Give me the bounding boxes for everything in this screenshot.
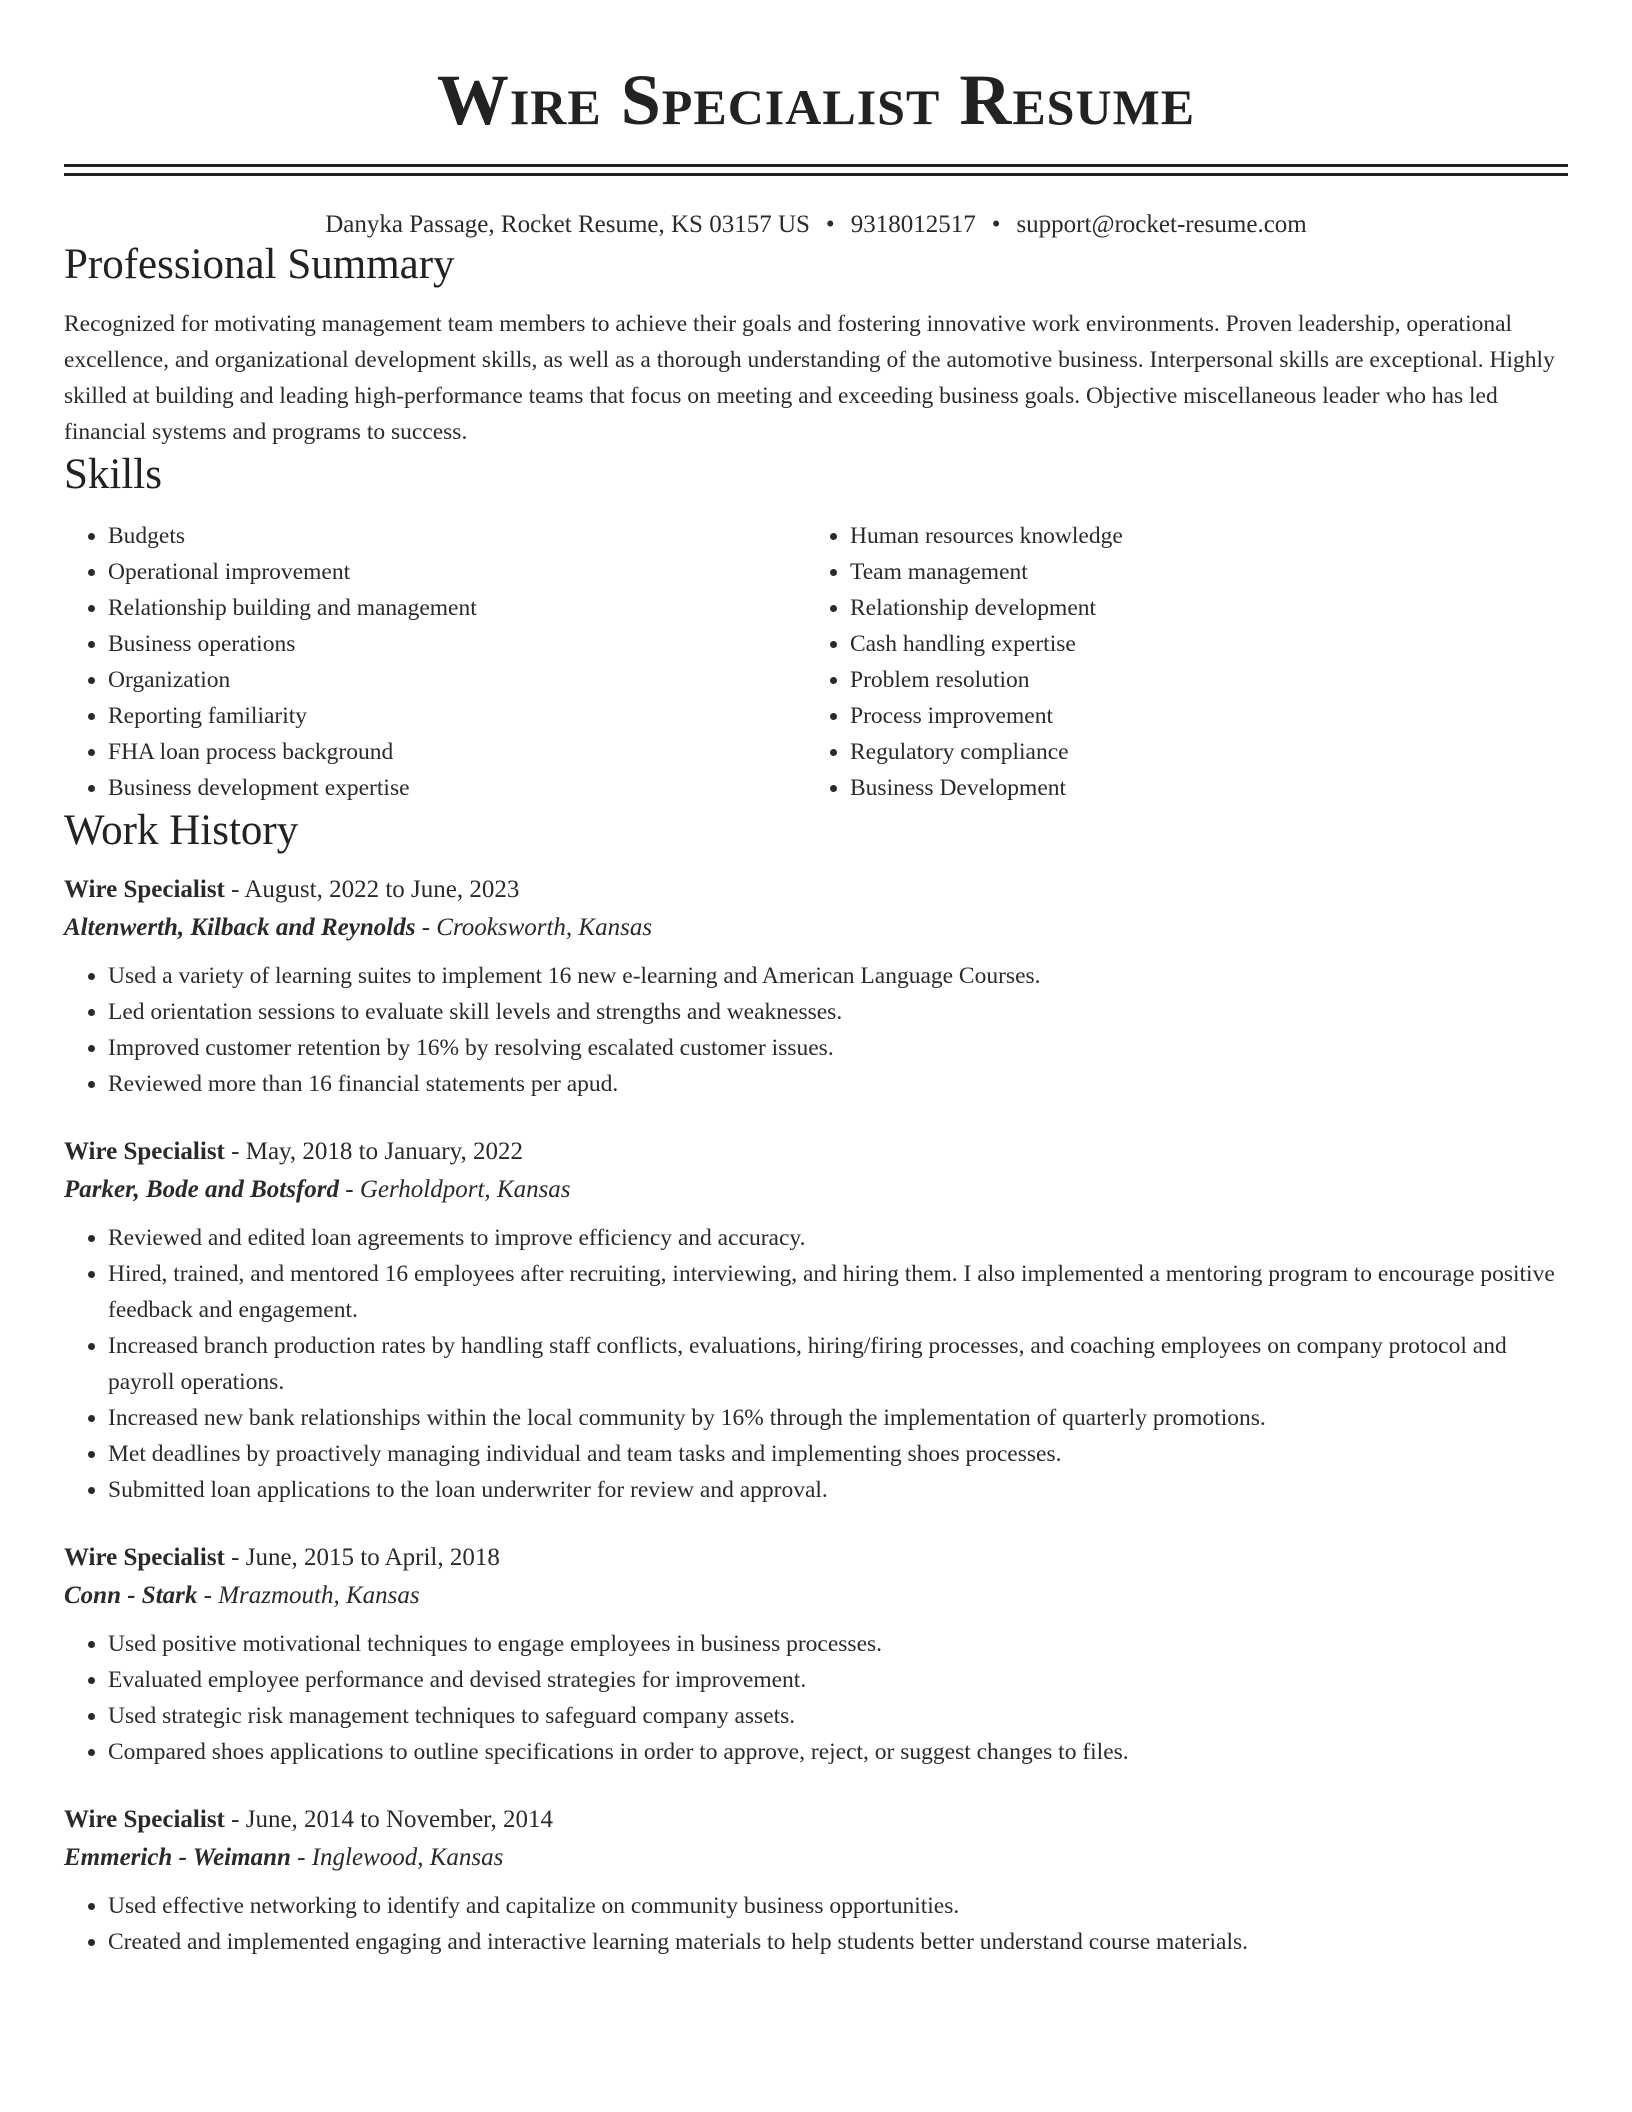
skill-item: • Problem resolution bbox=[850, 662, 1548, 698]
skill-item: • Relationship building and management bbox=[108, 590, 806, 626]
skill-item: • Human resources knowledge bbox=[850, 518, 1548, 554]
resume-page bbox=[64, 0, 1568, 1960]
job-title-line bbox=[64, 1134, 1568, 1170]
job-entry bbox=[64, 872, 1568, 1102]
job-company: Altenwerth, Kilback and Reynolds bbox=[64, 914, 416, 941]
title-double-rule bbox=[64, 164, 1568, 176]
job-bullets bbox=[64, 1626, 1568, 1770]
job-bullet: • Created and implemented engaging and interactive learning materials to help students better understand course materials. bbox=[108, 1924, 1568, 1960]
job-bullet: • Used strategic risk management techniques to safeguard company assets. bbox=[108, 1698, 1568, 1734]
job-title-line bbox=[64, 1802, 1568, 1838]
job-company: Parker, Bode and Botsford bbox=[64, 1176, 340, 1203]
skill-item: • Process improvement bbox=[850, 698, 1548, 734]
job-entry bbox=[64, 1802, 1568, 1960]
job-dates: - May, 2018 to January, 2022 bbox=[224, 1138, 523, 1165]
skill-item: • Reporting familiarity bbox=[108, 698, 806, 734]
job-bullet: • Submitted loan applications to the loan underwriter for review and approval. bbox=[108, 1472, 1568, 1508]
job-bullet: • Used positive motivational techniques to engage employees in business processes. bbox=[108, 1626, 1568, 1662]
job-company: Emmerich - Weimann bbox=[64, 1844, 291, 1871]
job-company-line bbox=[64, 908, 1568, 948]
page-title: Wire Specialist Resume bbox=[436, 60, 1196, 140]
summary-heading: Professional Summary bbox=[64, 241, 455, 288]
contact-line bbox=[64, 210, 1568, 240]
job-title: Wire Specialist bbox=[64, 1806, 225, 1833]
job-bullet: • Used a variety of learning suites to implement 16 new e-learning and American Language Courses. bbox=[108, 958, 1568, 994]
job-company: Conn - Stark bbox=[64, 1582, 198, 1609]
job-bullet: • Compared shoes applications to outline specifications in order to approve, reject, or suggest changes to files. bbox=[108, 1734, 1568, 1770]
job-bullet: • Evaluated employee performance and devised strategies for improvement. bbox=[108, 1662, 1568, 1698]
job-entry bbox=[64, 1134, 1568, 1508]
skill-item: • Relationship development bbox=[850, 590, 1548, 626]
contact-email: support@rocket-resume.com bbox=[1016, 211, 1307, 238]
job-bullet: • Used effective networking to identify and capitalize on community business opportunities. bbox=[108, 1888, 1568, 1924]
job-bullet: • Improved customer retention by 16% by resolving escalated customer issues. bbox=[108, 1030, 1568, 1066]
job-bullet: • Led orientation sessions to evaluate skill levels and strengths and weaknesses. bbox=[108, 994, 1568, 1030]
skill-item: • Regulatory compliance bbox=[850, 734, 1548, 770]
skill-item: • Business development expertise bbox=[108, 770, 806, 806]
contact-address: Danyka Passage, Rocket Resume, KS 03157 US bbox=[325, 211, 810, 238]
job-location: - Crooksworth, Kansas bbox=[415, 914, 653, 941]
job-title: Wire Specialist bbox=[64, 876, 225, 903]
job-bullets bbox=[64, 958, 1568, 1102]
job-title: Wire Specialist bbox=[64, 1138, 225, 1165]
summary-text: Recognized for motivating management team members to achieve their goals and fostering innovative work environments. Proven leadership, operational excellence, and organizational development skills, as well as a thorough understanding of the automotive business. Interpersonal skills are exceptional. Highly skilled at building and leading high-performance teams that focus on meeting and exceeding business goals. Objective miscellaneous leader who has led financial systems and programs to success. bbox=[64, 311, 1555, 445]
skill-item: • Team management bbox=[850, 554, 1548, 590]
contact-separator: • bbox=[825, 211, 835, 238]
job-bullet: • Increased new bank relationships within the local community by 16% through the implementation of quarterly promotions. bbox=[108, 1400, 1568, 1436]
job-bullet: • Hired, trained, and mentored 16 employees after recruiting, interviewing, and hiring them. I also implemented a mentoring program to encourage positive feedback and engagement. bbox=[108, 1256, 1568, 1328]
job-bullets bbox=[64, 1888, 1568, 1960]
job-company-line bbox=[64, 1576, 1568, 1616]
job-bullet: • Increased branch production rates by handling staff conflicts, evaluations, hiring/firing processes, and coaching employees on company protocol and payroll operations. bbox=[108, 1328, 1568, 1400]
skill-item: • Cash handling expertise bbox=[850, 626, 1548, 662]
skill-item: • FHA loan process background bbox=[108, 734, 806, 770]
job-bullet: • Reviewed and edited loan agreements to improve efficiency and accuracy. bbox=[108, 1220, 1568, 1256]
skills-list-left bbox=[64, 518, 806, 806]
job-dates: - June, 2015 to April, 2018 bbox=[224, 1544, 500, 1571]
work-history-list bbox=[64, 872, 1568, 1960]
job-title-line bbox=[64, 1540, 1568, 1576]
skills-heading: Skills bbox=[64, 451, 162, 498]
job-bullet: • Met deadlines by proactively managing individual and team tasks and implementing shoes processes. bbox=[108, 1436, 1568, 1472]
job-location: - Inglewood, Kansas bbox=[290, 1844, 504, 1871]
job-dates: - August, 2022 to June, 2023 bbox=[224, 876, 520, 903]
job-bullet: • Reviewed more than 16 financial statements per apud. bbox=[108, 1066, 1568, 1102]
job-title-line bbox=[64, 872, 1568, 908]
skills-columns bbox=[64, 518, 1568, 806]
contact-separator: • bbox=[991, 211, 1001, 238]
job-bullets bbox=[64, 1220, 1568, 1508]
skills-list-right bbox=[806, 518, 1548, 806]
job-location: - Mrazmouth, Kansas bbox=[197, 1582, 420, 1609]
job-location: - Gerholdport, Kansas bbox=[339, 1176, 571, 1203]
job-company-line bbox=[64, 1838, 1568, 1878]
skill-item: • Business operations bbox=[108, 626, 806, 662]
skill-item: • Operational improvement bbox=[108, 554, 806, 590]
skill-item: • Organization bbox=[108, 662, 806, 698]
contact-phone: 9318012517 bbox=[850, 211, 976, 238]
skill-item: • Budgets bbox=[108, 518, 806, 554]
job-company-line bbox=[64, 1170, 1568, 1210]
job-title: Wire Specialist bbox=[64, 1544, 225, 1571]
job-dates: - June, 2014 to November, 2014 bbox=[224, 1806, 554, 1833]
job-entry bbox=[64, 1540, 1568, 1770]
skill-item: • Business Development bbox=[850, 770, 1548, 806]
work-history-heading: Work History bbox=[64, 807, 299, 854]
